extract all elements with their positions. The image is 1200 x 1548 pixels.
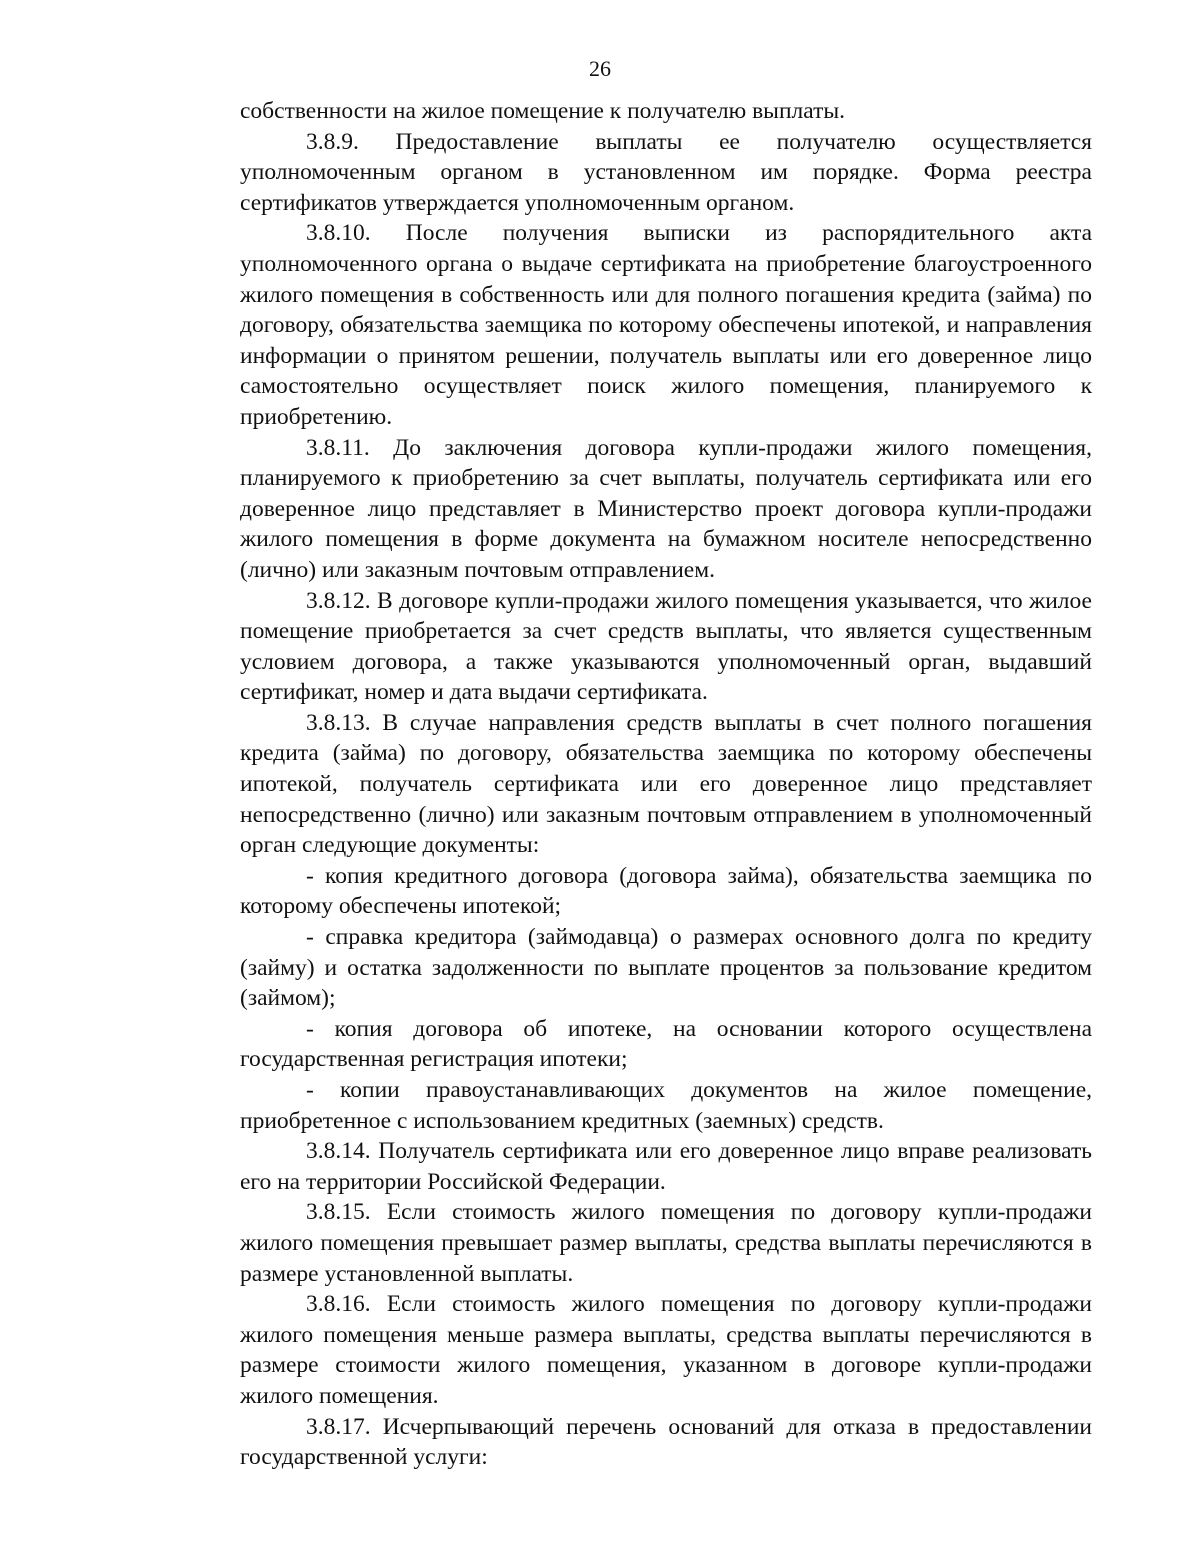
page-number: 26 [589,56,611,81]
paragraph-3-8-11: 3.8.11. До заключения договора купли-продажи жилого помещения, планируемого к приобретению за счет выплаты, получатель сертификата или его доверенное лицо представляет в Министерство проект договора купли-продажи жилого помещения в форме документа на бумажном носителе непосредственно (лично) или заказным почтовым отправлением. [240,434,1092,583]
list-item-title-documents-copies: - копии правоустанавливающих документов на жилое помещение, приобретенное с использованием кредитных (заемных) средств. [240,1077,1092,1134]
document-body [240,96,1092,1473]
paragraph-3-8-12: 3.8.12. В договоре купли-продажи жилого помещения указывается, что жилое помещение приобретается за счет средств выплаты, что является существенным условием договора, а также указываются уполномоченный орган, выдавший сертификат, номер и дата выдачи сертификата. [240,587,1092,706]
paragraph-3-8-17: 3.8.17. Исчерпывающий перечень оснований для отказа в предоставлении государственной услуги: [240,1413,1092,1471]
paragraph-3-8-10: 3.8.10. После получения выписки из распорядительного акта уполномоченного органа о выдаче сертификата на приобретение благоустроенного жилого помещения в собственность или для полного погашения кредита (займа) по договору, обязательства заемщика по которому обеспечены ипотекой, и направления информации о принятом решении, получатель выплаты или его доверенное лицо самостоятельно осуществляет поиск жилого помещения, планируемого к приобретению. [240,220,1092,430]
paragraph-3-8-15: 3.8.15. Если стоимость жилого помещения по договору купли-продажи жилого помещения превышает размер выплаты, средства выплаты перечисляются в размере установленной выплаты. [240,1199,1092,1287]
list-item-loan-agreement-copy: - копия кредитного договора (договора займа), обязательства заемщика по которому обеспечены ипотекой; [240,862,1092,920]
paragraph-3-8-14: 3.8.14. Получатель сертификата или его доверенное лицо вправе реализовать его на территории Российской Федерации. [240,1138,1092,1195]
paragraph-3-8-9: 3.8.9. Предоставление выплаты ее получателю осуществляется уполномоченным органом в установленном им порядке. Форма реестра сертификатов утверждается уполномоченным органом. [240,128,1092,216]
list-item-creditor-certificate: - справка кредитора (займодавца) о размерах основного долга по кредиту (займу) и остатка задолженности по выплате процентов за пользование кредитом (займом); [240,924,1092,1012]
paragraph-continuation: собственности на жилое помещение к получателю выплаты. [240,98,846,124]
list-item-mortgage-agreement-copy: - копия договора об ипотеке, на основании которого осуществлена государственная регистрация ипотеки; [240,1015,1092,1073]
paragraph-3-8-16: 3.8.16. Если стоимость жилого помещения по договору купли-продажи жилого помещения меньше размера выплаты, средства выплаты перечисляются в размере стоимости жилого помещения, указанном в договоре купли-продажи жилого помещения. [240,1291,1092,1409]
paragraph-3-8-13: 3.8.13. В случае направления средств выплаты в счет полного погашения кредита (займа) по договору, обязательства заемщика по которому обеспечены ипотекой, получатель сертификата или его доверенное лицо представляет непосредственно (лично) или заказным почтовым отправлением в уполномоченный орган следующие документы: [240,709,1092,859]
